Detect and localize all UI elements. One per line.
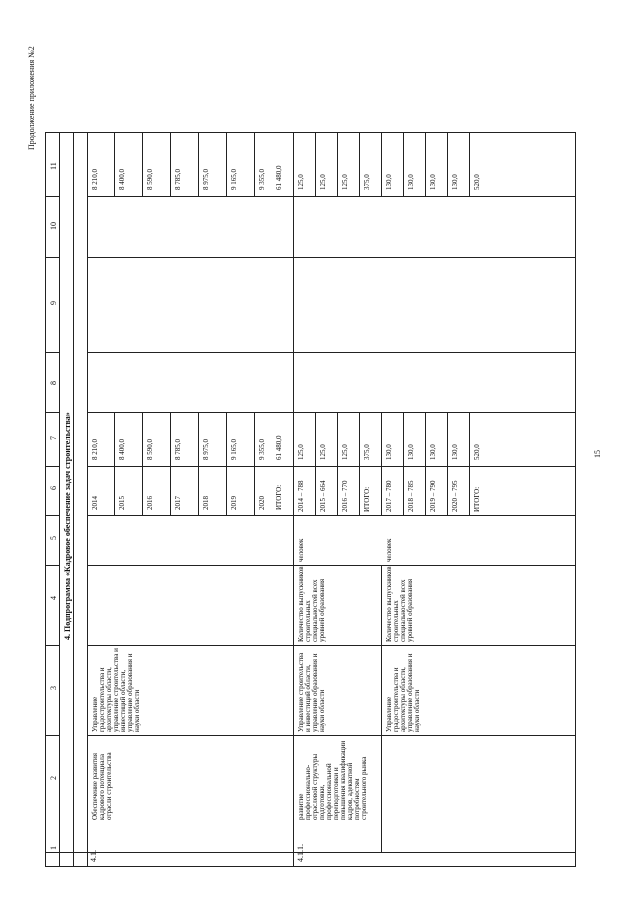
row-4-1-1-executor-b: Управление градостроительства и архитектуры области, управление образования и науки области <box>385 653 421 732</box>
row-4-1-total-2020: 9 355,0 <box>258 169 266 190</box>
row-4-1-1-itogo-a-value: 375,0 <box>363 444 371 460</box>
row-4-1-1-total-2020: 130,0 <box>451 174 459 190</box>
row-4-1-1-period-2016: 2016 – 770 <box>341 480 349 512</box>
row-4-1-1-indicator-a: Количество выпускников строительных специальностей всех уровней образования <box>297 566 326 642</box>
row-4-1-1-period-2015: 2015 – 664 <box>319 480 327 512</box>
row-4-1-value-2019: 9 165,0 <box>230 439 238 460</box>
col-num-11: 11 <box>49 162 58 170</box>
row-4-1-total-2015: 8 400,0 <box>118 169 126 190</box>
row-4-1-1-itogo-b-value: 520,0 <box>473 444 481 460</box>
row-4-1-year-2016: 2016 <box>146 496 154 510</box>
row-4-1-itogo-value: 61 480,0 <box>275 435 283 460</box>
row-4-1-year-2017: 2017 <box>174 496 182 510</box>
col-num-8: 8 <box>49 381 58 385</box>
continuation-note: Продолжение приложения №2 <box>27 46 36 150</box>
row-4-1-1-name: развитие профессионально-отраслевой структуры подготовки, профессиональной переподготовки и повышения квалификации кадров, адекватной потребностям строительного рынка <box>297 740 368 820</box>
row-4-1-1-value-2016: 125,0 <box>341 444 349 460</box>
row-4-1-year-2018: 2018 <box>202 496 210 510</box>
row-4-1-1-value-2014: 125,0 <box>297 444 305 460</box>
row-4-1-year-2014: 2014 <box>91 496 99 510</box>
row-4-1-1-indicator-b: Количество выпускников строительных специальностей всех уровней образования <box>385 566 414 642</box>
col-num-1: 1 <box>49 846 58 850</box>
page-number: 15 <box>593 450 602 458</box>
row-4-1-value-2020: 9 355,0 <box>258 439 266 460</box>
row-4-1-1-unit-a: человек <box>297 538 305 562</box>
row-4-1-1-itogo-a-total: 375,0 <box>363 174 371 190</box>
row-4-1-year-2015: 2015 <box>118 496 126 510</box>
col-num-9: 9 <box>49 301 58 305</box>
row-4-1-value-2015: 8 400,0 <box>118 439 126 460</box>
row-4-1-1-total-2016: 125,0 <box>341 174 349 190</box>
row-4-1-1-period-2020: 2020 – 795 <box>451 480 459 512</box>
row-4-1-total-2014: 8 210,0 <box>91 169 99 190</box>
row-4-1-1-itogo-a-label: ИТОГО: <box>363 486 371 512</box>
row-4-1-1-itogo-b-label: ИТОГО: <box>473 486 481 512</box>
row-4-1-1-value-2020: 130,0 <box>451 444 459 460</box>
row-4-1-total-2017: 8 785,0 <box>174 169 182 190</box>
row-4-1-1-period-2017: 2017 – 780 <box>385 480 393 512</box>
row-4-1-1-period-2019: 2019 – 790 <box>429 480 437 512</box>
row-4-1-1-value-2015: 125,0 <box>319 444 327 460</box>
row-4-1-name: Обеспечение развития кадрового потенциала отрасли строительства <box>91 752 113 820</box>
row-4-1-value-2014: 8 210,0 <box>91 439 99 460</box>
col-num-6: 6 <box>49 486 58 490</box>
col-num-4: 4 <box>49 596 58 600</box>
col-num-5: 5 <box>49 536 58 540</box>
row-4-1-year-2020: 2020 <box>258 496 266 510</box>
row-4-1-total-2016: 8 590,0 <box>146 169 154 190</box>
col-num-3: 3 <box>49 686 58 690</box>
col-num-10: 10 <box>49 222 58 230</box>
col-num-2: 2 <box>49 776 58 780</box>
row-4-1-1-total-2017: 130,0 <box>385 174 393 190</box>
row-4-1-1-value-2018: 130,0 <box>407 444 415 460</box>
row-4-1-year-2019: 2019 <box>230 496 238 510</box>
row-4-1-1-total-2014: 125,0 <box>297 174 305 190</box>
row-4-1-1-period-2018: 2018 – 785 <box>407 480 415 512</box>
row-4-1-itogo-total: 61 480,0 <box>275 165 283 190</box>
section-title: 4. Подпрограмма «Кадровое обеспечение задач строительства» <box>63 412 72 640</box>
row-4-1-number: 4.1. <box>89 850 98 862</box>
row-4-1-total-2018: 8 975,0 <box>202 169 210 190</box>
row-4-1-1-total-2018: 130,0 <box>407 174 415 190</box>
row-4-1-value-2018: 8 975,0 <box>202 439 210 460</box>
row-4-1-1-total-2015: 125,0 <box>319 174 327 190</box>
col-num-7: 7 <box>49 436 58 440</box>
row-4-1-1-executor-a: Управление строительства и инвестиций области, управление образования и науки области <box>297 652 326 732</box>
row-4-1-value-2017: 8 785,0 <box>174 439 182 460</box>
row-4-1-itogo-label: ИТОГО: <box>275 484 283 510</box>
row-4-1-1-unit-b: человек <box>385 538 393 562</box>
row-4-1-1-value-2019: 130,0 <box>429 444 437 460</box>
row-4-1-1-number: 4.1.1. <box>296 844 305 862</box>
row-4-1-value-2016: 8 590,0 <box>146 439 154 460</box>
row-4-1-1-total-2019: 130,0 <box>429 174 437 190</box>
row-4-1-executor: Управление градостроительства и архитектуры области, управление строительства и инвестиций области, управление образования и науки области <box>91 648 141 732</box>
row-4-1-1-value-2017: 130,0 <box>385 444 393 460</box>
row-4-1-1-period-2014: 2014 – 788 <box>297 480 305 512</box>
row-4-1-total-2019: 9 165,0 <box>230 169 238 190</box>
row-4-1-1-itogo-b-total: 520,0 <box>473 174 481 190</box>
